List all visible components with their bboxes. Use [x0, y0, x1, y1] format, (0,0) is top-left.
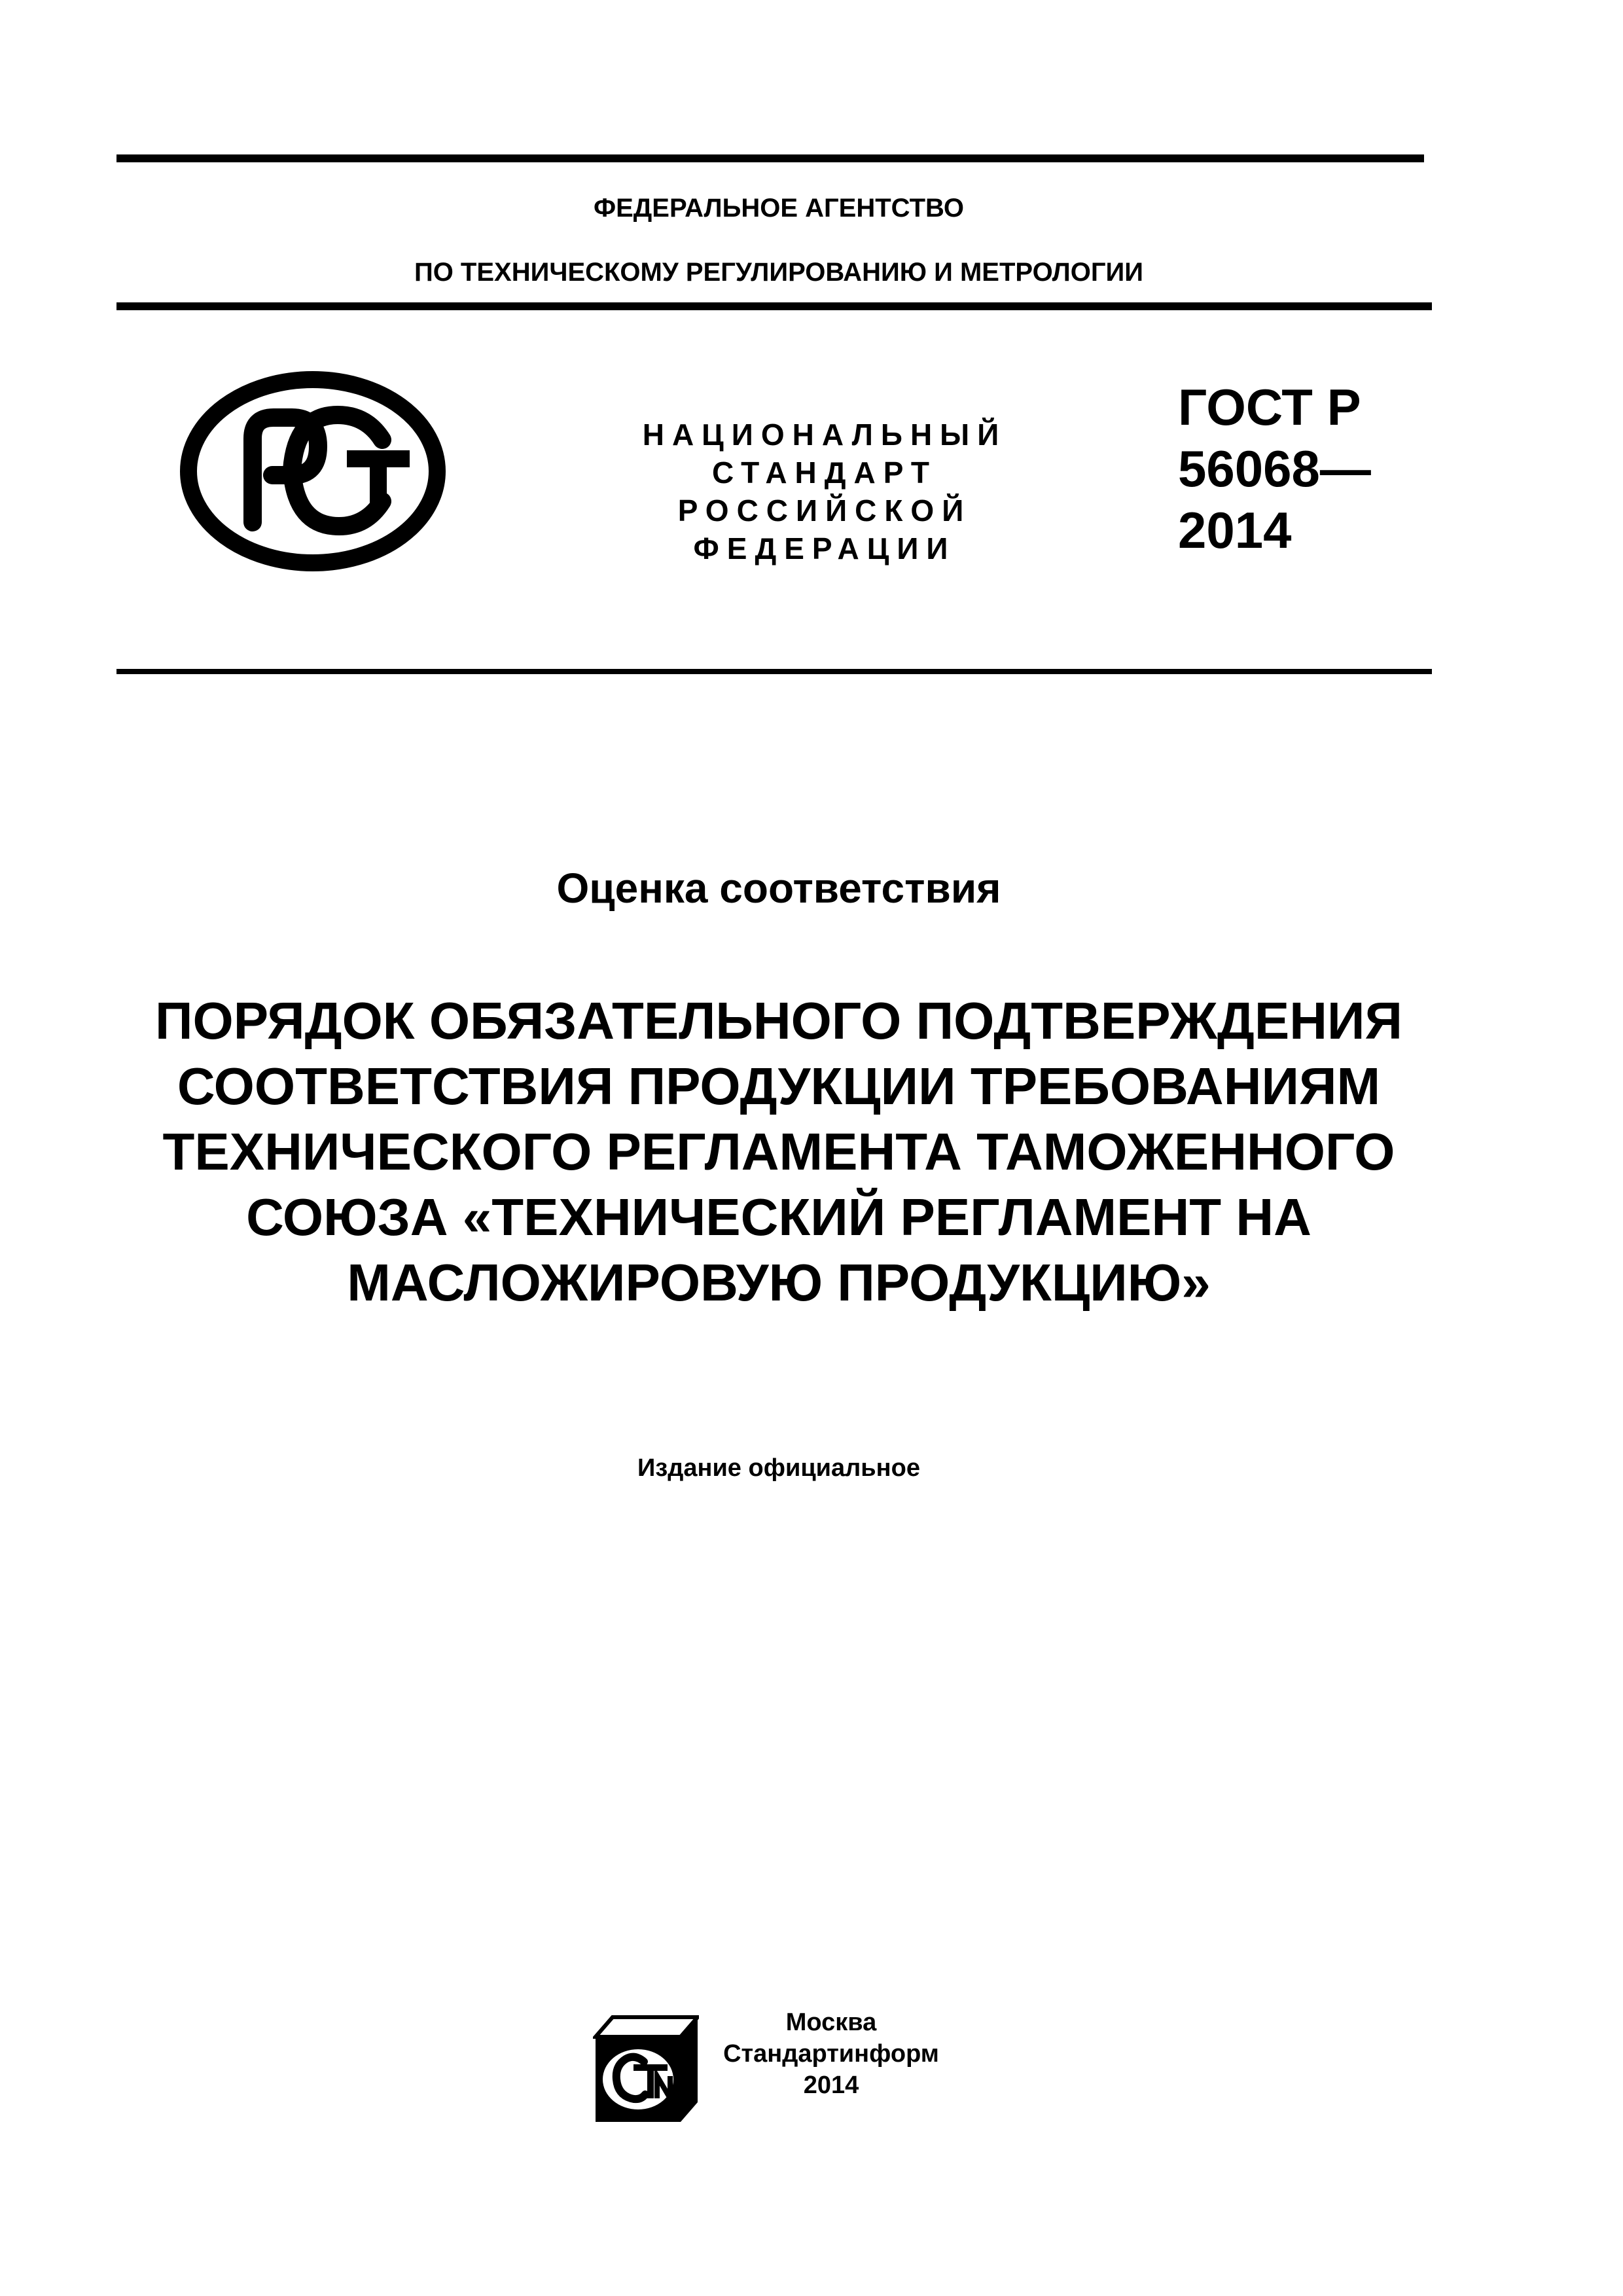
- standard-type-label: [609, 416, 1041, 567]
- title-block-rule: [116, 669, 1432, 674]
- designation-line3: 2014: [1178, 501, 1292, 559]
- standard-type-line2: СТАНДАРТ: [712, 456, 937, 490]
- standard-type-line1: НАЦИОНАЛЬНЫЙ: [642, 418, 1007, 452]
- edition-note: Издание официальное: [637, 1454, 920, 1482]
- publisher-name: Стандартинформ: [723, 2040, 939, 2068]
- designation-line1: ГОСТ Р: [1178, 378, 1361, 436]
- title-line4: СОЮЗА «ТЕХНИЧЕСКИЙ РЕГЛАМЕНТ НА: [246, 1188, 1311, 1246]
- title-line3: ТЕХНИЧЕСКОГО РЕГЛАМЕНТА ТАМОЖЕННОГО: [162, 1122, 1395, 1181]
- header-bottom-rule: [116, 302, 1432, 310]
- document-subject: Оценка соответствия: [556, 865, 1001, 912]
- publisher-city: Москва: [785, 2009, 877, 2036]
- title-line2: СООТВЕТСТВИЯ ПРОДУКЦИИ ТРЕБОВАНИЯМ: [177, 1057, 1381, 1115]
- title-line5: МАСЛОЖИРОВУЮ ПРОДУКЦИЮ»: [347, 1253, 1211, 1312]
- standard-type-line3: РОССИЙСКОЙ: [677, 493, 972, 528]
- publisher-info: [707, 2007, 955, 2101]
- standard-designation: [1178, 376, 1371, 561]
- agency-name-line1: ФЕДЕРАЛЬНОЕ АГЕНТСТВО: [593, 194, 965, 223]
- designation-line2: 56068—: [1178, 440, 1371, 497]
- sti-logo-icon: [593, 2011, 699, 2125]
- agency-name-line2: ПО ТЕХНИЧЕСКОМУ РЕГУЛИРОВАНИЮ И МЕТРОЛОГИИ: [414, 258, 1144, 287]
- publisher-year: 2014: [803, 2072, 859, 2099]
- rst-logo-icon: [175, 367, 450, 576]
- document-title: [79, 988, 1479, 1316]
- title-line1: ПОРЯДОК ОБЯЗАТЕЛЬНОГО ПОДТВЕРЖДЕНИЯ: [154, 992, 1402, 1050]
- standard-type-line4: ФЕДЕРАЦИИ: [693, 531, 956, 565]
- top-rule: [116, 154, 1424, 162]
